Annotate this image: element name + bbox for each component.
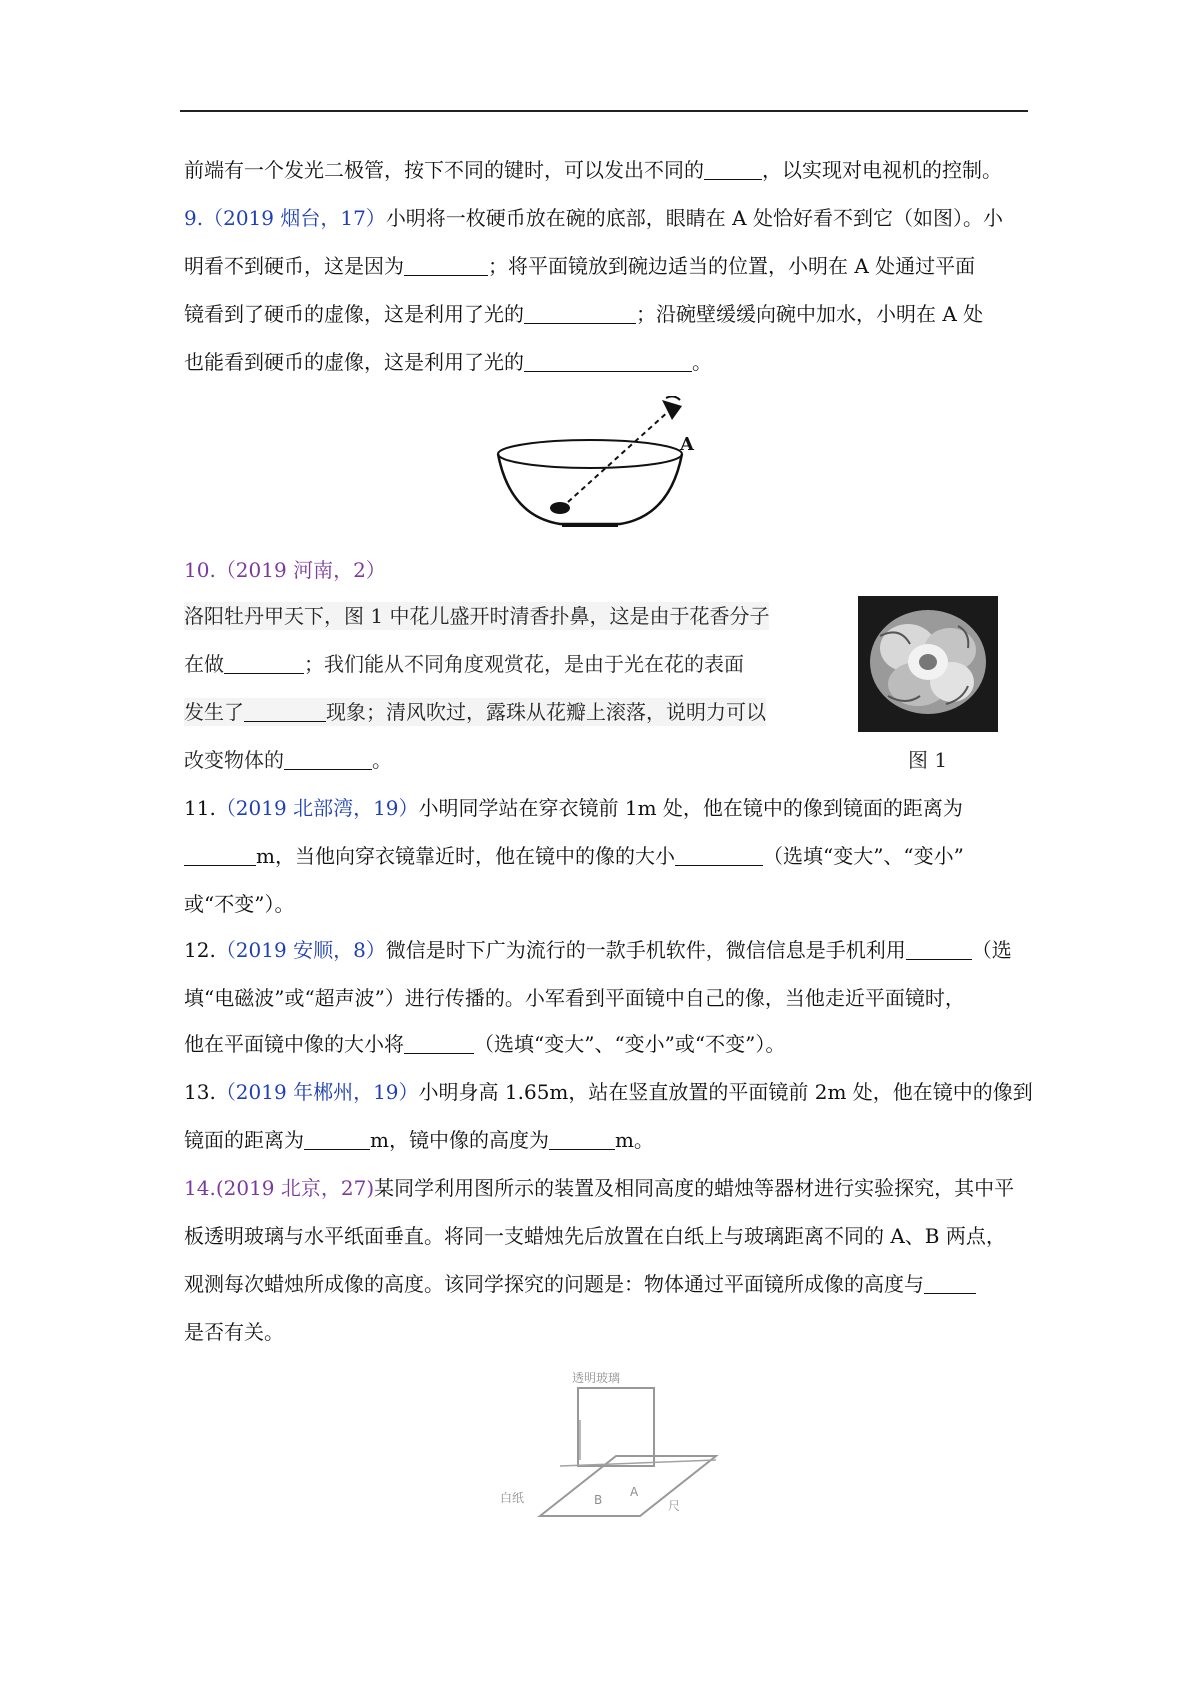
- question-10-line-1: 洛阳牡丹甲天下，图 1 中花儿盛开时清香扑鼻，这是由于花香分子: [184, 604, 770, 628]
- question-12-line-3: 他在平面镜中像的大小将 （选填“变大”、“变小”或“不变”）。: [184, 1032, 786, 1056]
- answer-blank[interactable]: [244, 701, 326, 722]
- point-a-label: A: [680, 434, 694, 455]
- answer-blank[interactable]: [224, 653, 304, 674]
- answer-blank[interactable]: [549, 1129, 615, 1150]
- question-14-line-4: 是否有关。: [184, 1320, 284, 1344]
- question-14-line-3: 观测每次蜡烛所成像的高度。该同学探究的问题是：物体通过平面镜所成像的高度与: [184, 1270, 976, 1298]
- question-12-line-2: 填“电磁波”或“超声波”）进行传播的。小军看到平面镜中自己的像，当他走近平面镜时，: [184, 986, 965, 1010]
- question-10-line-4: 改变物体的 。: [184, 748, 392, 772]
- eye-icon: [662, 400, 682, 420]
- coin-icon: [550, 502, 570, 514]
- ruler-label: 尺: [668, 1499, 681, 1513]
- question-source: （2019 年郴州，19）: [215, 1080, 419, 1104]
- answer-blank[interactable]: [524, 351, 692, 372]
- glass-plate-icon: [578, 1388, 654, 1466]
- answer-blank[interactable]: [675, 845, 763, 866]
- header-rule: [180, 110, 1028, 112]
- question-9-line-1: 9.（2019 烟台，17）小明将一枚硬币放在碗的底部，眼睛在 A 处恰好看不到它（如图）。小: [184, 206, 1003, 230]
- answer-blank[interactable]: [906, 939, 972, 960]
- answer-blank[interactable]: [404, 255, 488, 276]
- question-source: (2019 北京，27): [215, 1176, 375, 1200]
- question-11-line-1: 11.（2019 北部湾，19）小明同学站在穿衣镜前 1m 处，他在镜中的像到镜面的距离为: [184, 796, 963, 820]
- figure-caption: 图 1: [908, 748, 948, 772]
- bowl-figure: [490, 396, 730, 536]
- paper-label: 白纸: [500, 1491, 525, 1505]
- question-9-line-3: 镜看到了硬币的虚像，这是利用了光的 ；沿碗壁缓缓向碗中加水，小明在 A 处: [184, 302, 984, 326]
- question-13-line-2: 镜面的距离为 m，镜中像的高度为 m。: [184, 1128, 654, 1152]
- question-10-header: 10.（2019 河南，2）: [184, 558, 386, 582]
- question-source: （2019 烟台，17）: [203, 206, 386, 230]
- question-9-line-2: 明看不到硬币，这是因为 ；将平面镜放到碗边适当的位置，小明在 A 处通过平面: [184, 254, 976, 278]
- question-11-line-3: 或“不变”）。: [184, 892, 295, 916]
- question-source: （2019 河南，2）: [215, 558, 386, 582]
- question-14-line-2: 板透明玻璃与水平纸面垂直。将同一支蜡烛先后放置在白纸上与玻璃距离不同的 A、B 两点，: [184, 1224, 1006, 1248]
- question-14-line-1: 14.(2019 北京，27)某同学利用图所示的装置及相同高度的蜡烛等器材进行实验探究，其中平: [184, 1176, 1015, 1200]
- answer-blank[interactable]: [184, 845, 256, 866]
- answer-blank[interactable]: [404, 1033, 474, 1054]
- question-10-line-2: 在做 ；我们能从不同角度观赏花，是由于光在花的表面: [184, 652, 744, 676]
- answer-blank[interactable]: [704, 159, 762, 180]
- continued-line: 前端有一个发光二极管，按下不同的键时，可以发出不同的 ，以实现对电视机的控制。: [184, 158, 1002, 182]
- answer-blank[interactable]: [524, 303, 636, 324]
- question-13-line-1: 13.（2019 年郴州，19）小明身高 1.65m，站在竖直放置的平面镜前 2m 处，他在镜中的像到: [184, 1080, 1033, 1104]
- answer-blank[interactable]: [304, 1129, 370, 1150]
- question-12-line-1: 12.（2019 安顺，8）微信是时下广为流行的一款手机软件，微信信息是手机利用 （选: [184, 938, 1012, 962]
- question-10-line-3: 发生了 现象；清风吹过，露珠从花瓣上滚落，说明力可以: [184, 700, 766, 724]
- peony-photo: [858, 596, 998, 732]
- point-a-label: A: [630, 1485, 639, 1499]
- glass-label: 透明玻璃: [572, 1371, 621, 1385]
- question-11-line-2: m，当他向穿衣镜靠近时，他在镜中的像的大小 （选填“变大”、“变小”: [184, 842, 964, 870]
- question-source: （2019 北部湾，19）: [215, 796, 419, 820]
- question-9-line-4: 也能看到硬币的虚像，这是利用了光的 。: [184, 350, 712, 374]
- mirror-apparatus-figure: [480, 1360, 740, 1520]
- answer-blank[interactable]: [924, 1273, 976, 1294]
- point-b-label: B: [594, 1493, 603, 1507]
- question-source: （2019 安顺，8）: [215, 938, 386, 962]
- flower-icon: [858, 596, 998, 732]
- answer-blank[interactable]: [284, 749, 372, 770]
